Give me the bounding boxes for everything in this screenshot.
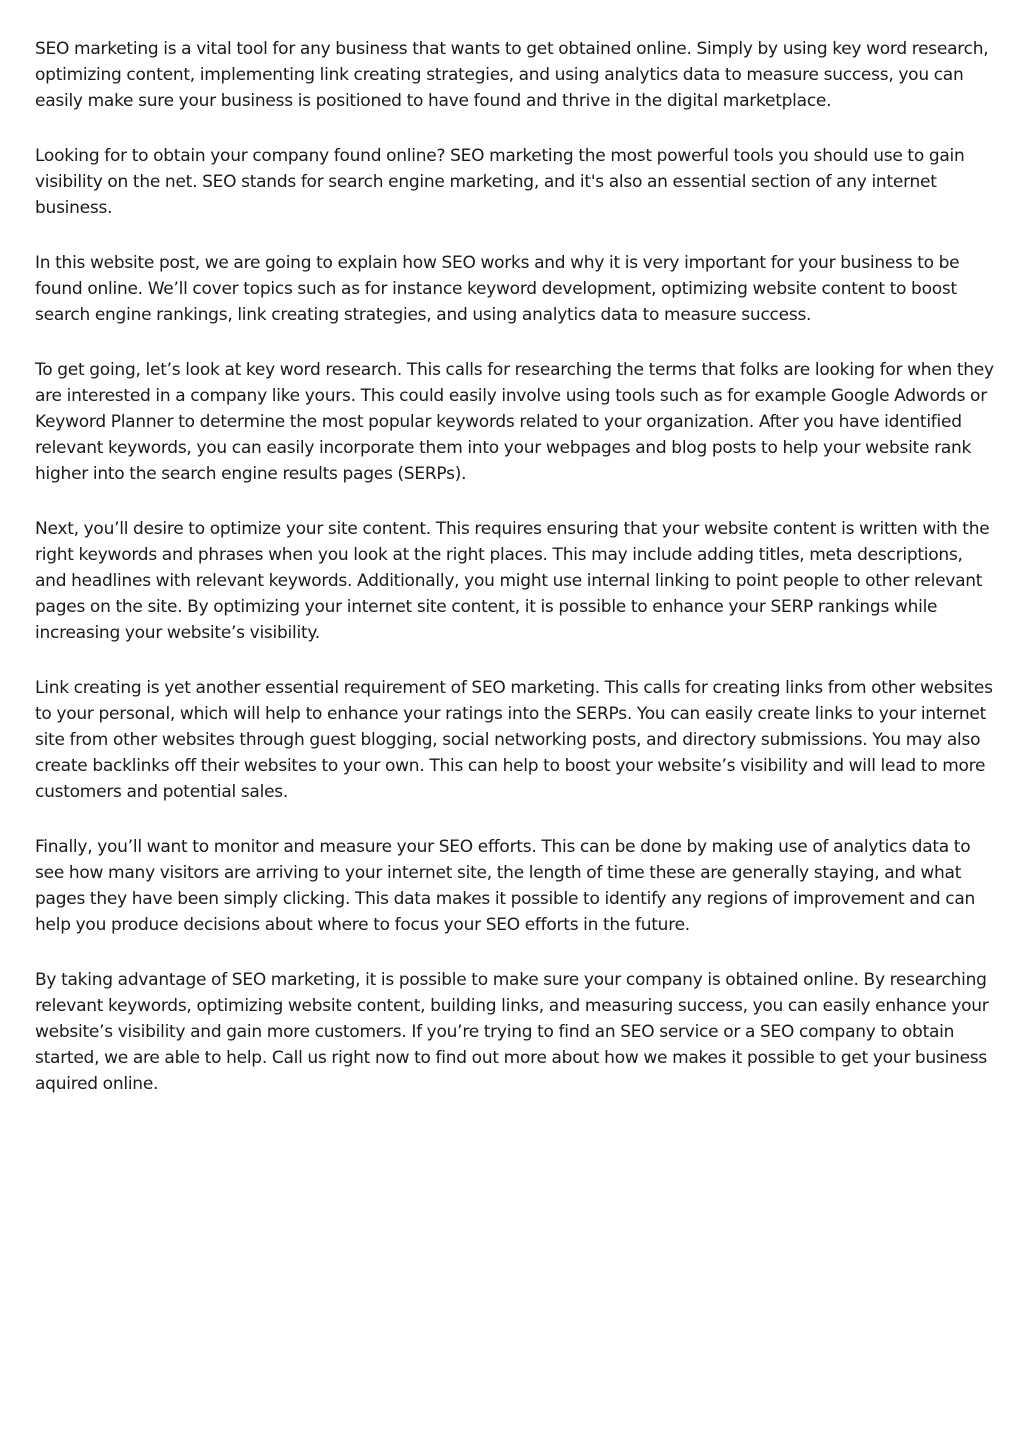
- paragraph: Finally, you’ll want to monitor and measure your SEO efforts. This can be done by making use of analytics data to see how many visitors are arriving to your internet site, the length of time these are generally staying, and what pages they have been simply clicking. This data makes it possible to identify any regions of improvement and can help you produce decisions about where to focus your SEO efforts in the future.: [35, 837, 976, 935]
- paragraph: In this website post, we are going to explain how SEO works and why it is very important for your business to be found online. We’ll cover topics such as for instance keyword development, optimizing website content to boost search engine rankings, link creating strategies, and using analytics data to measure success.: [35, 253, 960, 325]
- paragraph: Next, you’ll desire to optimize your site content. This requires ensuring that your website content is written with the right keywords and phrases when you look at the right places. This may include adding titles, meta descriptions, and headlines with relevant keywords. Additionally, you might use internal linking to point people to other relevant pages on the site. By optimizing your internet site content, it is possible to enhance your SERP rankings while increasing your website’s visibility.: [35, 519, 990, 643]
- document-body: [35, 36, 995, 1126]
- paragraph: Link creating is yet another essential requirement of SEO marketing. This calls for creating links from other websites to your personal, which will help to enhance your ratings into the SERPs. You can easily create links to your internet site from other websites through guest blogging, social networking posts, and directory submissions. You may also create backlinks off their websites to your own. This can help to boost your website’s visibility and will lead to more customers and potential sales.: [35, 678, 993, 802]
- paragraph: Looking for to obtain your company found online? SEO marketing the most powerful tools you should use to gain visibility on the net. SEO stands for search engine marketing, and it's also an essential section of any internet business.: [35, 146, 965, 218]
- paragraph: By taking advantage of SEO marketing, it is possible to make sure your company is obtained online. By researching relevant keywords, optimizing website content, building links, and measuring success, you can easily enhance your website’s visibility and gain more customers. If you’re trying to find an SEO service or a SEO company to obtain started, we are able to help. Call us right now to find out more about how we makes it possible to get your business aquired online.: [35, 970, 989, 1094]
- paragraph: To get going, let’s look at key word research. This calls for researching the terms that folks are looking for when they are interested in a company like yours. This could easily involve using tools such as for example Google Adwords or Keyword Planner to determine the most popular keywords related to your organization. After you have identified relevant keywords, you can easily incorporate them into your webpages and blog posts to help your website rank higher into the search engine results pages (SERPs).: [35, 360, 994, 484]
- paragraph: SEO marketing is a vital tool for any business that wants to get obtained online. Simply by using key word research, optimizing content, implementing link creating strategies, and using analytics data to measure success, you can easily make sure your business is positioned to have found and thrive in the digital marketplace.: [35, 39, 989, 111]
